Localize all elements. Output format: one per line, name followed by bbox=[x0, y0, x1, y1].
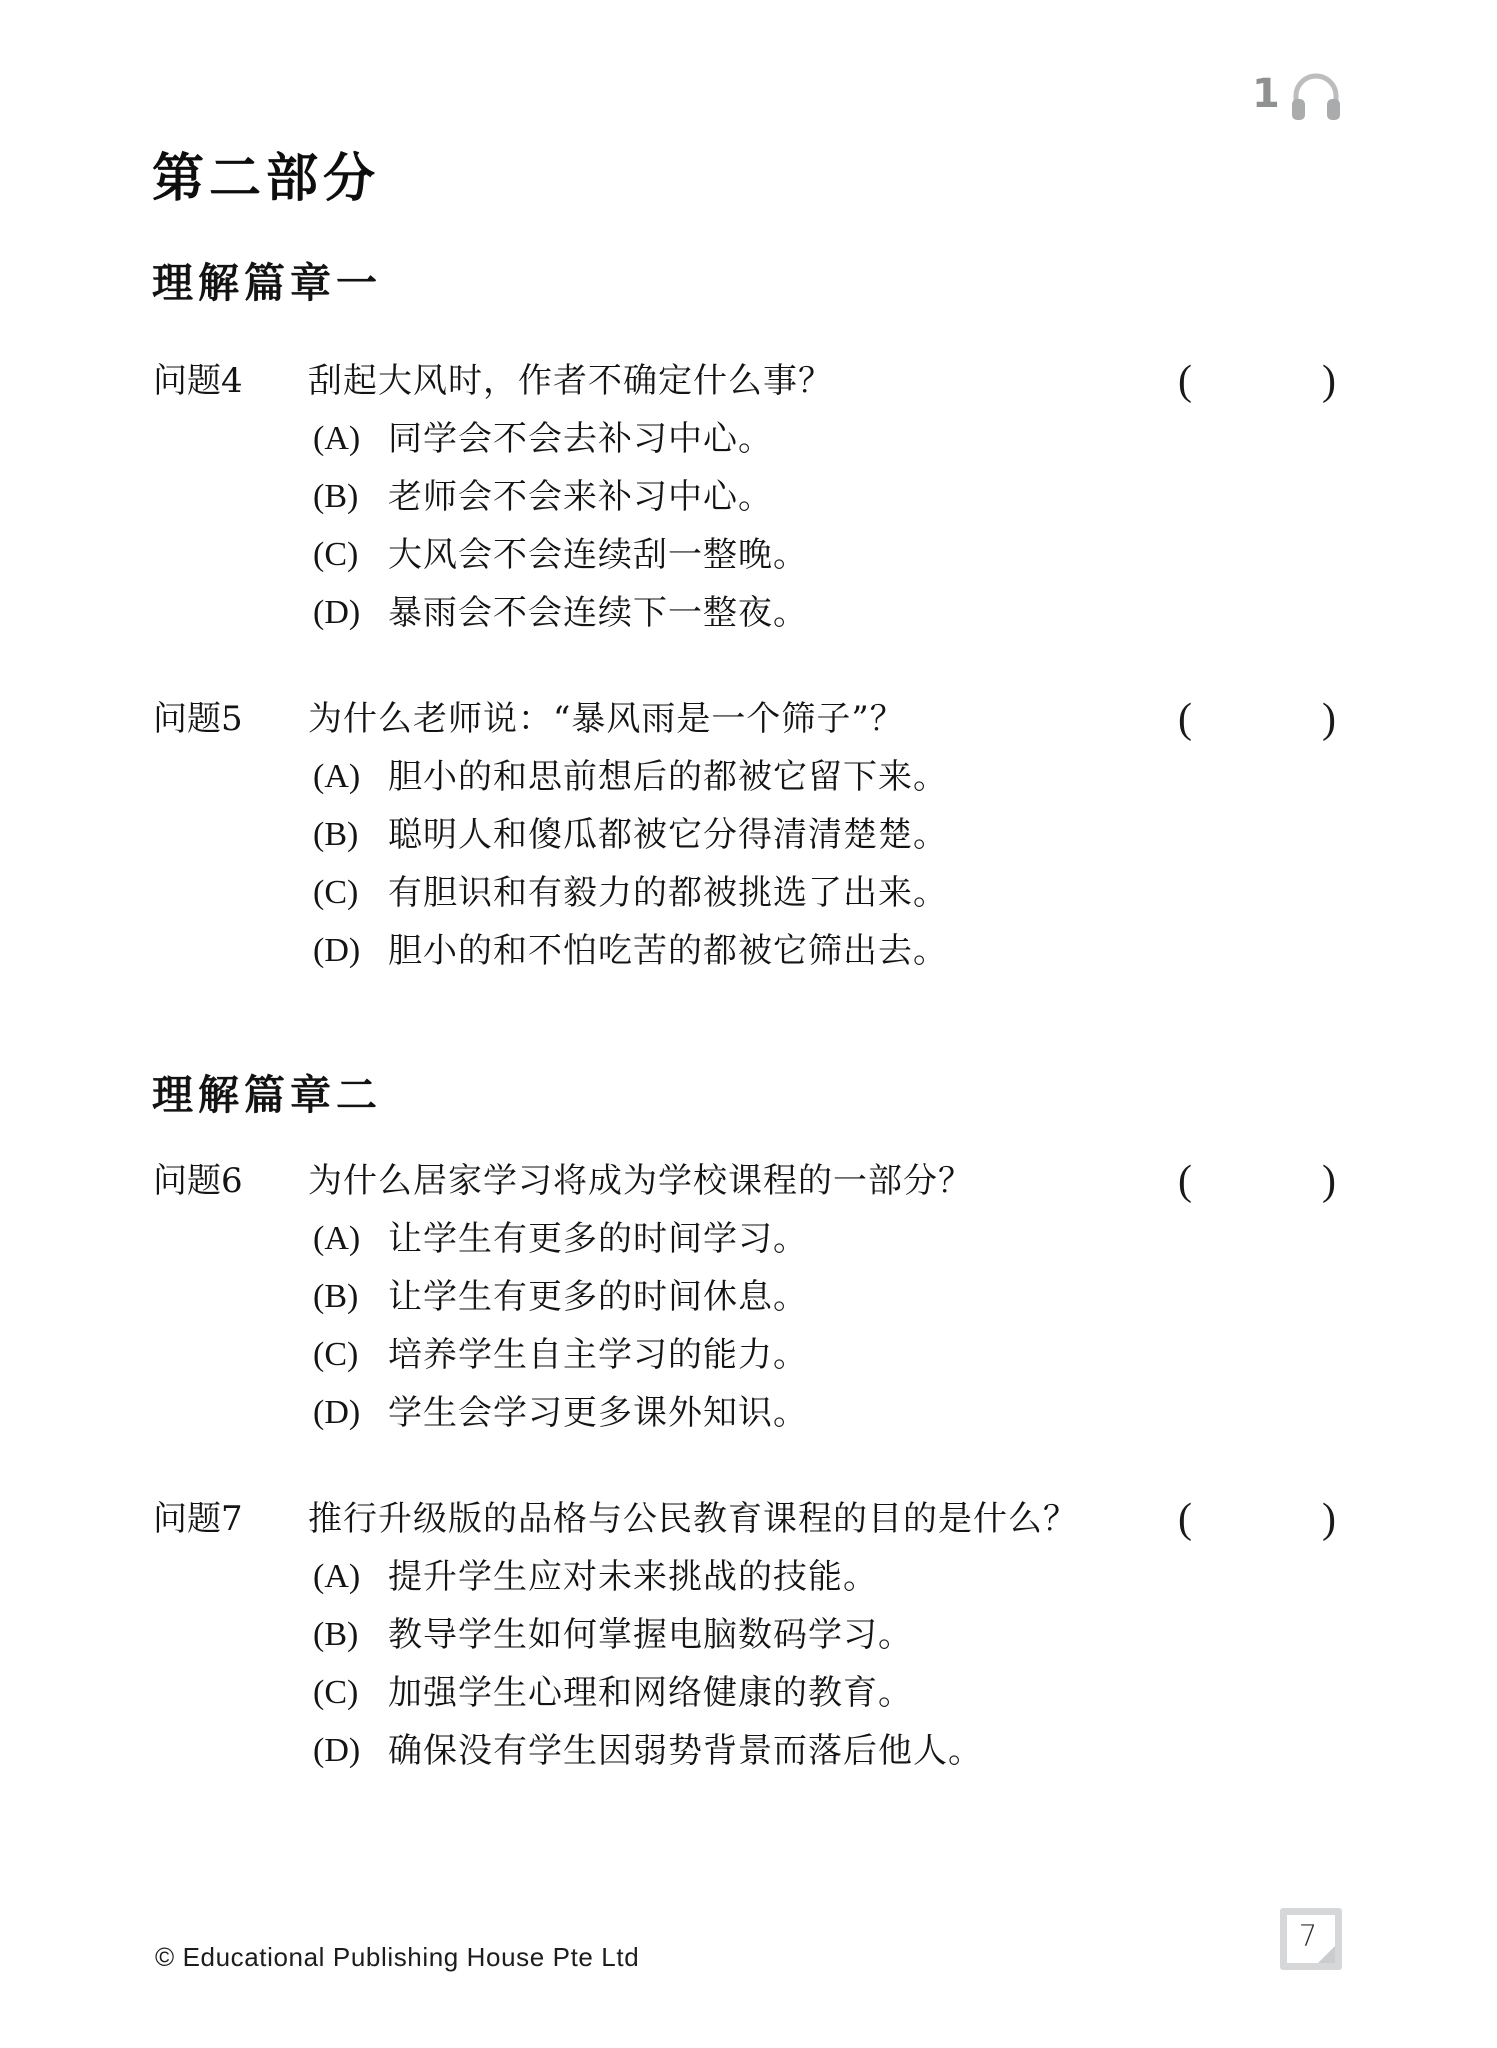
answer-bracket-open: ( bbox=[1178, 696, 1192, 742]
question-text: 刮起大风时，作者不确定什么事？ bbox=[308, 361, 833, 401]
option-row bbox=[0, 468, 1497, 526]
option-letter: (A) bbox=[313, 1220, 361, 1257]
option-letter: (C) bbox=[313, 1674, 359, 1711]
option-letter: (B) bbox=[313, 1616, 359, 1653]
option-text: 加强学生心理和网络健康的教育。 bbox=[388, 1673, 913, 1713]
question-label: 问题6 bbox=[153, 1161, 243, 1201]
question-line bbox=[0, 352, 1497, 410]
question-text: 推行升级版的品格与公民教育课程的目的是什么？ bbox=[308, 1499, 1078, 1539]
option-text: 学生会学习更多课外知识。 bbox=[388, 1393, 808, 1433]
option-text: 让学生有更多的时间学习。 bbox=[388, 1219, 808, 1259]
section-heading-passage-1: 理解篇章一 bbox=[152, 259, 382, 307]
option-row bbox=[0, 806, 1497, 864]
option-text: 提升学生应对未来挑战的技能。 bbox=[388, 1557, 878, 1597]
option-row bbox=[0, 922, 1497, 980]
option-text: 聪明人和傻瓜都被它分得清清楚楚。 bbox=[388, 815, 948, 855]
option-text: 胆小的和思前想后的都被它留下来。 bbox=[388, 757, 948, 797]
option-row bbox=[0, 1210, 1497, 1268]
footer-copyright: © Educational Publishing House Pte Ltd bbox=[155, 1942, 640, 1972]
option-row bbox=[0, 748, 1497, 806]
option-row bbox=[0, 864, 1497, 922]
page-number-box bbox=[1280, 1908, 1342, 1970]
question-5-block bbox=[0, 690, 1497, 980]
option-letter: (B) bbox=[313, 1278, 359, 1315]
option-row bbox=[0, 1722, 1497, 1780]
option-letter: (D) bbox=[313, 932, 361, 969]
option-letter: (B) bbox=[313, 478, 359, 515]
question-line bbox=[0, 1152, 1497, 1210]
option-row bbox=[0, 1606, 1497, 1664]
option-text: 同学会不会去补习中心。 bbox=[388, 419, 773, 459]
question-label: 问题5 bbox=[153, 699, 243, 739]
answer-bracket-close: ) bbox=[1322, 1496, 1336, 1542]
option-row bbox=[0, 526, 1497, 584]
answer-bracket-close: ) bbox=[1322, 358, 1336, 404]
question-6-block bbox=[0, 1152, 1497, 1442]
option-text: 胆小的和不怕吃苦的都被它筛出去。 bbox=[388, 931, 948, 971]
answer-bracket-close: ) bbox=[1322, 696, 1336, 742]
option-letter: (C) bbox=[313, 536, 359, 573]
option-letter: (D) bbox=[313, 594, 361, 631]
question-label: 问题7 bbox=[153, 1499, 243, 1539]
option-row bbox=[0, 1548, 1497, 1606]
option-text: 有胆识和有毅力的都被挑选了出来。 bbox=[388, 873, 948, 913]
option-row bbox=[0, 1268, 1497, 1326]
headphone-icon bbox=[1289, 68, 1343, 126]
section-heading-passage-2: 理解篇章二 bbox=[152, 1071, 382, 1119]
option-text: 让学生有更多的时间休息。 bbox=[388, 1277, 808, 1317]
answer-bracket-open: ( bbox=[1178, 358, 1192, 404]
option-text: 老师会不会来补习中心。 bbox=[388, 477, 773, 517]
audio-track-number: 1 bbox=[1252, 71, 1280, 117]
page-number: 7 bbox=[1298, 1919, 1318, 1953]
audio-indicator bbox=[1252, 68, 1343, 126]
page-title: 第二部分 bbox=[152, 149, 381, 209]
question-label: 问题4 bbox=[153, 361, 243, 401]
option-text: 暴雨会不会连续下一整夜。 bbox=[388, 593, 808, 633]
option-row bbox=[0, 1664, 1497, 1722]
option-letter: (D) bbox=[313, 1394, 361, 1431]
option-letter: (C) bbox=[313, 874, 359, 911]
option-row bbox=[0, 1384, 1497, 1442]
answer-bracket-open: ( bbox=[1178, 1158, 1192, 1204]
question-text: 为什么居家学习将成为学校课程的一部分？ bbox=[308, 1161, 973, 1201]
answer-bracket-open: ( bbox=[1178, 1496, 1192, 1542]
option-text: 教导学生如何掌握电脑数码学习。 bbox=[388, 1615, 913, 1655]
option-letter: (D) bbox=[313, 1732, 361, 1769]
option-row bbox=[0, 410, 1497, 468]
answer-bracket-close: ) bbox=[1322, 1158, 1336, 1204]
option-letter: (A) bbox=[313, 1558, 361, 1595]
option-row bbox=[0, 1326, 1497, 1384]
folded-corner-decoration bbox=[1318, 1946, 1335, 1963]
question-line bbox=[0, 690, 1497, 748]
question-text: 为什么老师说：“暴风雨是一个筛子”？ bbox=[308, 699, 905, 739]
option-text: 培养学生自主学习的能力。 bbox=[388, 1335, 808, 1375]
option-text: 大风会不会连续刮一整晚。 bbox=[388, 535, 808, 575]
option-row bbox=[0, 584, 1497, 642]
option-letter: (B) bbox=[313, 816, 359, 853]
question-7-block bbox=[0, 1490, 1497, 1780]
question-4-block bbox=[0, 352, 1497, 642]
question-line bbox=[0, 1490, 1497, 1548]
option-letter: (A) bbox=[313, 420, 361, 457]
option-text: 确保没有学生因弱势背景而落后他人。 bbox=[388, 1731, 983, 1771]
option-letter: (A) bbox=[313, 758, 361, 795]
option-letter: (C) bbox=[313, 1336, 359, 1373]
